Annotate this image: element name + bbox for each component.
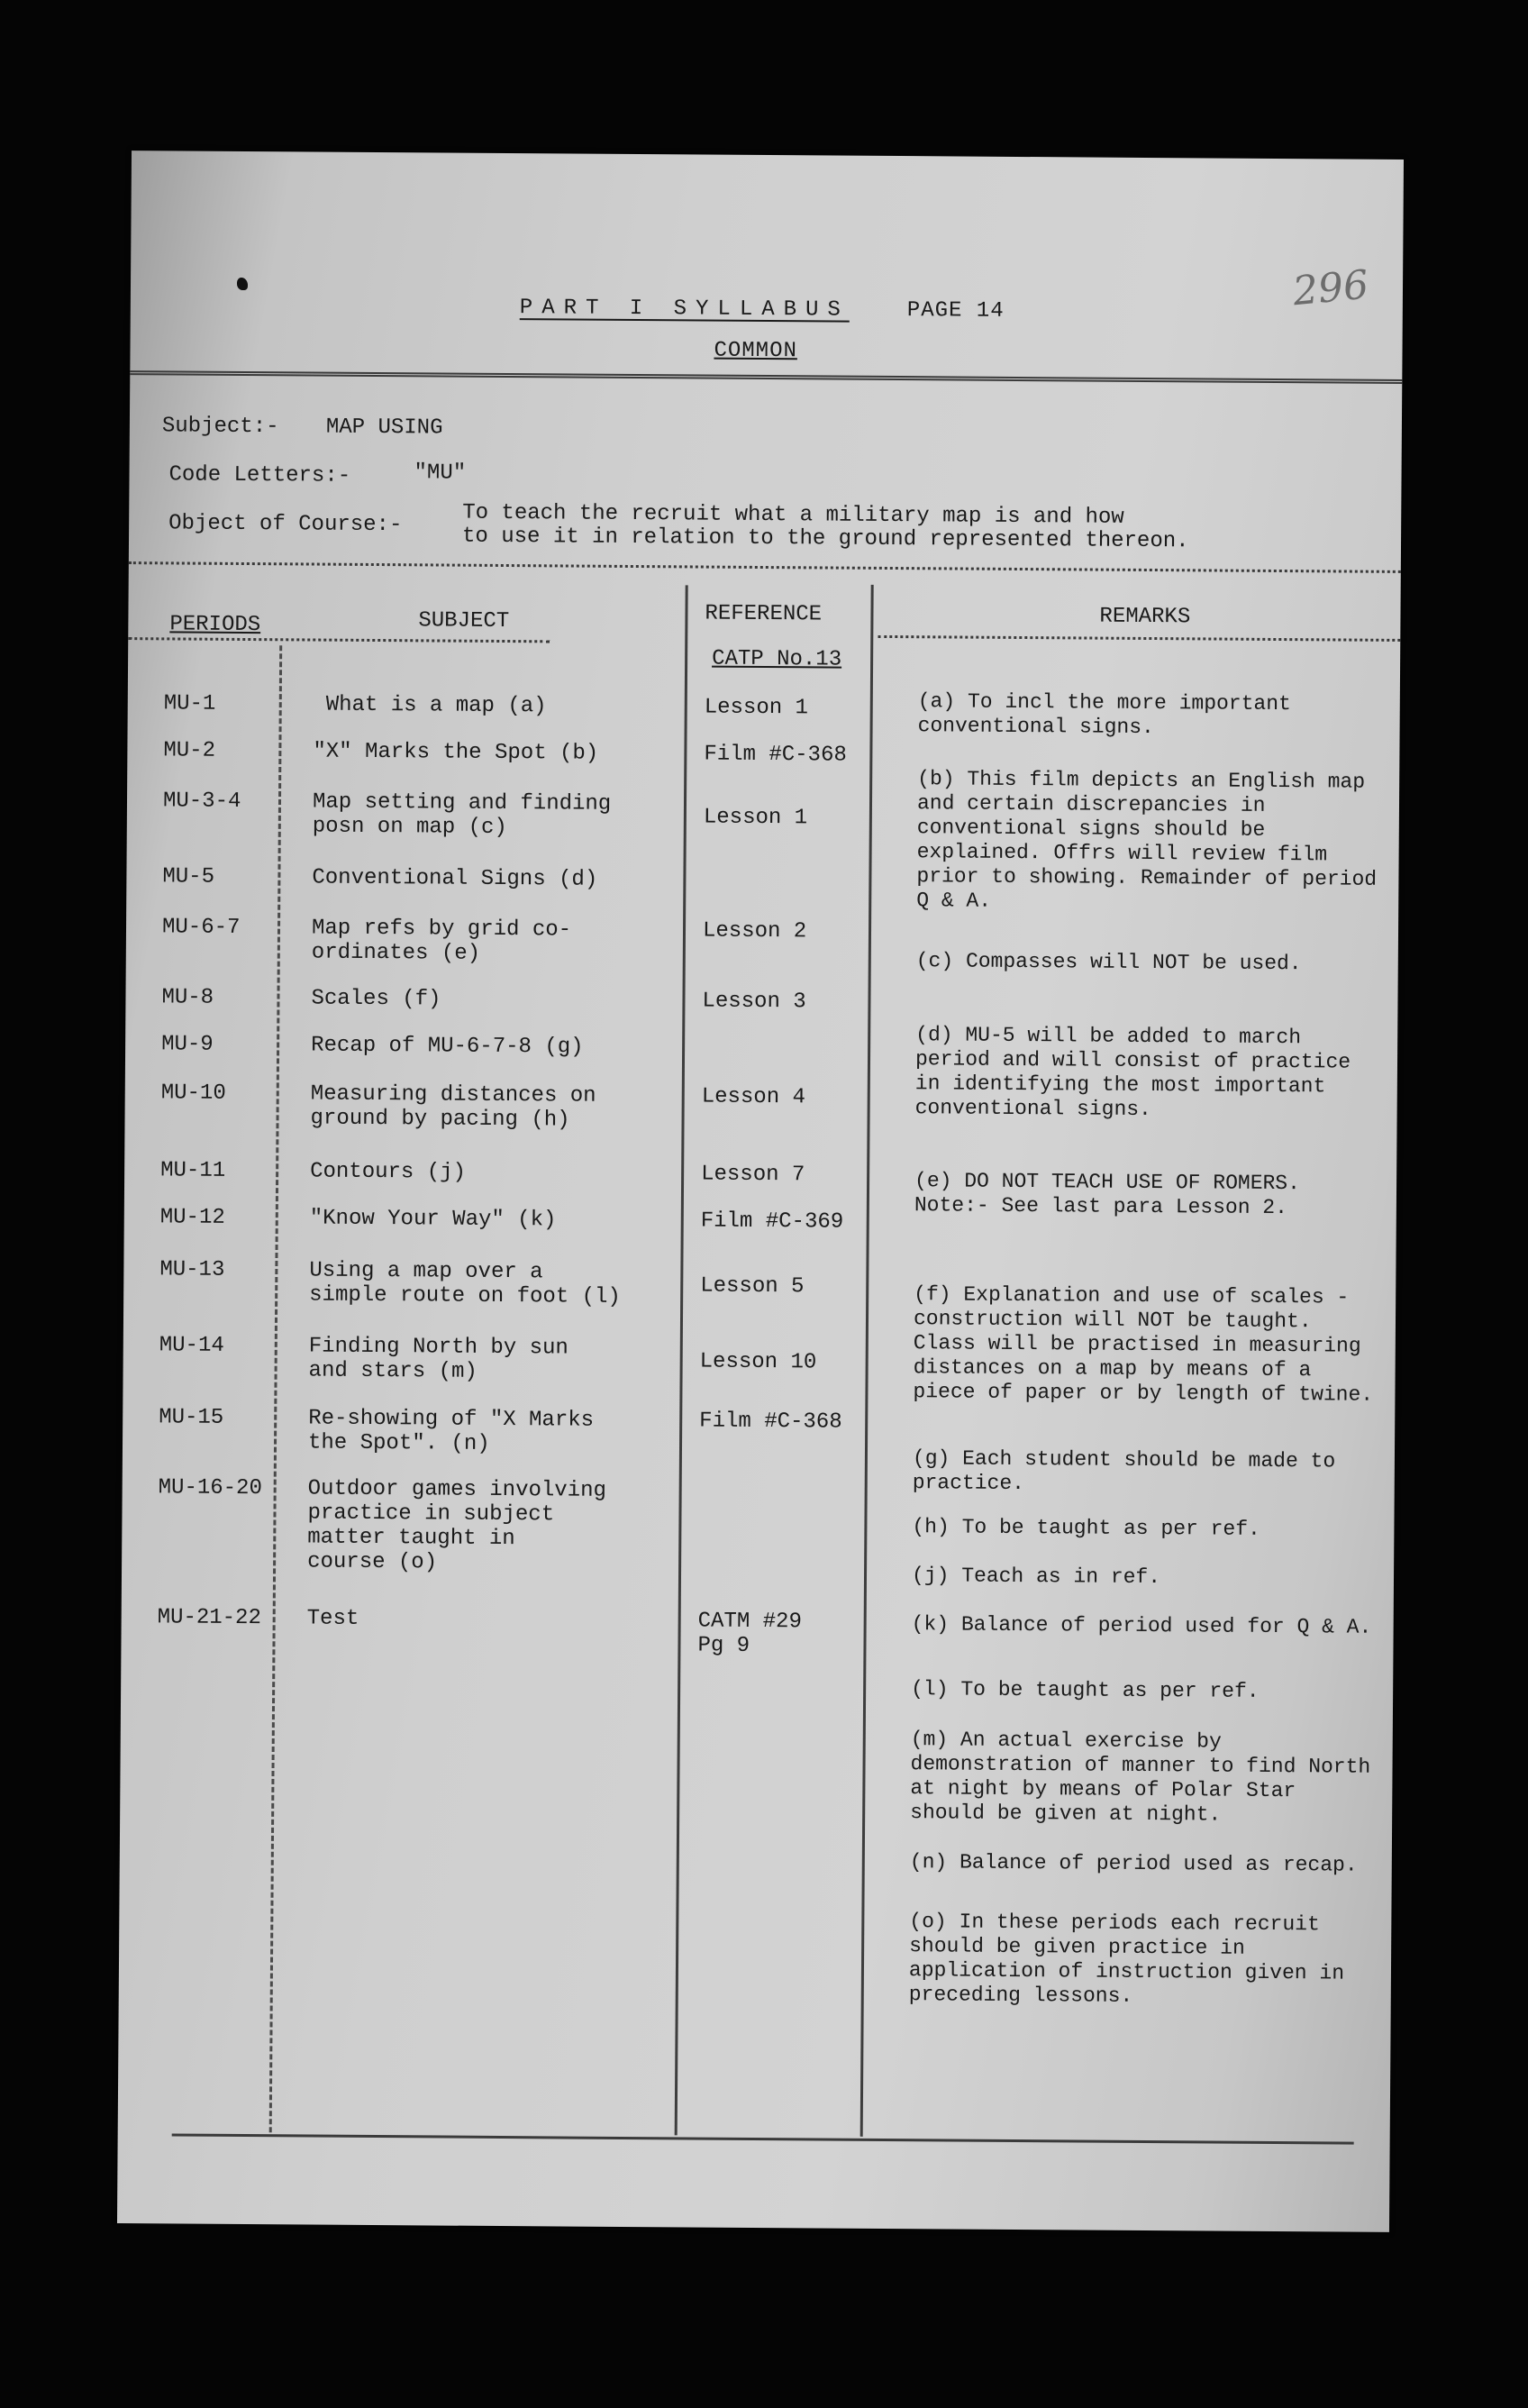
reference-text: Pg 9 (697, 1633, 750, 1658)
ink-spot (237, 278, 248, 290)
subject-text: What is a map (a) (325, 692, 547, 719)
period-code: MU-5 (162, 864, 215, 889)
object-line-2: to use it in relation to the ground represented thereon. (461, 524, 1189, 554)
page-number: PAGE 14 (906, 298, 1005, 324)
remark-note: (b) This film depicts an English map and certain discrepancies in conventional signs should be explained. Offrs will review film prior to showing. Remainder of period Q & A. (916, 767, 1378, 913)
reference-text: Film #C-368 (699, 1409, 842, 1435)
subject-text: Test (306, 1606, 359, 1631)
info-divider (129, 561, 1401, 573)
reference-text: Lesson 10 (699, 1349, 817, 1375)
subject-text: and stars (m) (308, 1358, 478, 1384)
subject-text: posn on map (c) (312, 814, 507, 841)
subject-text: ground by pacing (h) (310, 1106, 570, 1133)
subject-text: Conventional Signs (d) (312, 865, 598, 892)
subject-text: "Know Your Way" (k) (309, 1206, 557, 1233)
period-code: MU-3-4 (162, 789, 241, 814)
reference-text: Film #C-368 (704, 742, 847, 768)
reference-text: Lesson 7 (701, 1162, 805, 1188)
periods-column-line (269, 645, 283, 2132)
remark-note: (j) Teach as in ref. (911, 1564, 1161, 1590)
subject-text: Map setting and finding (312, 789, 612, 816)
col-reference-subheader: CATP No.13 (712, 646, 842, 672)
period-code: MU-12 (159, 1205, 225, 1230)
subject-text: course (o) (307, 1549, 438, 1575)
reference-text: Lesson 5 (700, 1273, 805, 1300)
period-code: MU-8 (161, 985, 214, 1010)
document-page (117, 150, 1404, 2232)
remarks-column-line (860, 585, 874, 2137)
subject-text: ordinates (e) (311, 940, 481, 966)
remark-note: (g) Each student should be made to practice. (912, 1446, 1336, 1496)
col-remarks-header: REMARKS (1099, 604, 1191, 630)
bottom-rule (172, 2133, 1354, 2144)
remark-note: (m) An actual exercise by demonstration of manner to find North at night by means of Polar Star should be given at night. (910, 1728, 1371, 1827)
remark-note: (c) Compasses will NOT be used. (915, 949, 1302, 976)
reference-text: Lesson 4 (701, 1084, 806, 1110)
reference-column-line (675, 585, 688, 2135)
header-divider (130, 370, 1402, 384)
period-code: MU-10 (160, 1081, 226, 1106)
reference-text: Lesson 1 (703, 805, 808, 831)
period-code: MU-1 (163, 691, 216, 716)
subject-text: the Spot". (n) (307, 1430, 490, 1456)
period-code: MU-6-7 (161, 915, 241, 940)
subject-text: Measuring distances on (310, 1081, 596, 1108)
subject-value: MAP USING (325, 415, 443, 441)
subject-text: Map refs by grid co- (311, 916, 572, 943)
period-code: MU-21-22 (157, 1605, 261, 1631)
subject-text: Scales (f) (311, 986, 441, 1012)
subject-text: Using a map over a (309, 1258, 543, 1285)
remark-note: (o) In these periods each recruit should be given practice in application of instruction given in preceding lessons. (908, 1910, 1345, 2008)
subject-text: Contours (j) (310, 1159, 467, 1185)
subject-text: Recap of MU-6-7-8 (g) (311, 1033, 584, 1060)
reference-text: Lesson 1 (704, 695, 809, 721)
object-line-1: To teach the recruit what a military map is and how (462, 500, 1124, 530)
object-label: Object of Course:- (168, 511, 403, 538)
section-title: COMMON (714, 338, 798, 364)
period-code: MU-16-20 (158, 1475, 262, 1501)
subject-text: Re-showing of "X Marks (308, 1406, 595, 1433)
period-code: MU-14 (159, 1333, 224, 1358)
remark-note: (n) Balance of period used as recap. (909, 1850, 1358, 1877)
syllabus-title: PART I SYLLABUS (519, 296, 850, 323)
reference-text: Lesson 3 (702, 989, 806, 1015)
col-reference-header: REFERENCE (705, 601, 823, 627)
remark-note: (k) Balance of period used for Q & A. (911, 1612, 1372, 1639)
period-code: MU-9 (161, 1032, 214, 1057)
subject-text: simple route on foot (l) (309, 1282, 621, 1309)
remark-note: (e) DO NOT TEACH USE OF ROMERS. Note:- See last para Lesson 2. (914, 1169, 1301, 1220)
subject-text: matter taught in (307, 1525, 515, 1552)
period-code: MU-2 (163, 738, 216, 763)
reference-text: CATM #29 (697, 1609, 802, 1635)
col-subject-header: SUBJECT (418, 608, 510, 634)
period-code: MU-13 (159, 1257, 225, 1282)
remark-note: (f) Explanation and use of scales - construction will NOT be taught. Class will be practised in measuring distances on a map by means of a piece of paper or by length of twine. (913, 1282, 1374, 1407)
subject-text: Outdoor games involving (307, 1476, 607, 1503)
subject-text: "X" Marks the Spot (b) (313, 739, 599, 766)
header-rule-right (878, 635, 1400, 642)
subject-label: Subject:- (161, 414, 279, 440)
reference-text: Film #C-369 (700, 1209, 844, 1235)
code-value: "MU" (414, 461, 467, 486)
remark-note: (l) To be taught as per ref. (911, 1677, 1260, 1703)
code-label: Code Letters:- (168, 462, 351, 488)
subject-text: practice in subject (307, 1500, 555, 1528)
col-periods-header: PERIODS (169, 612, 261, 638)
remark-note: (d) MU-5 will be added to march period and will consist of practice in identifying the most important conventional signs. (914, 1023, 1351, 1122)
period-code: MU-15 (159, 1405, 224, 1430)
handwritten-page-mark: 296 (1290, 261, 1371, 315)
remark-note: (a) To incl the more important conventional signs. (917, 689, 1291, 740)
period-code: MU-11 (160, 1158, 226, 1183)
reference-text: Lesson 2 (702, 918, 807, 944)
subject-text: Finding North by sun (308, 1334, 568, 1361)
header-rule-left (128, 637, 550, 643)
remark-note: (h) To be taught as per ref. (912, 1515, 1260, 1541)
